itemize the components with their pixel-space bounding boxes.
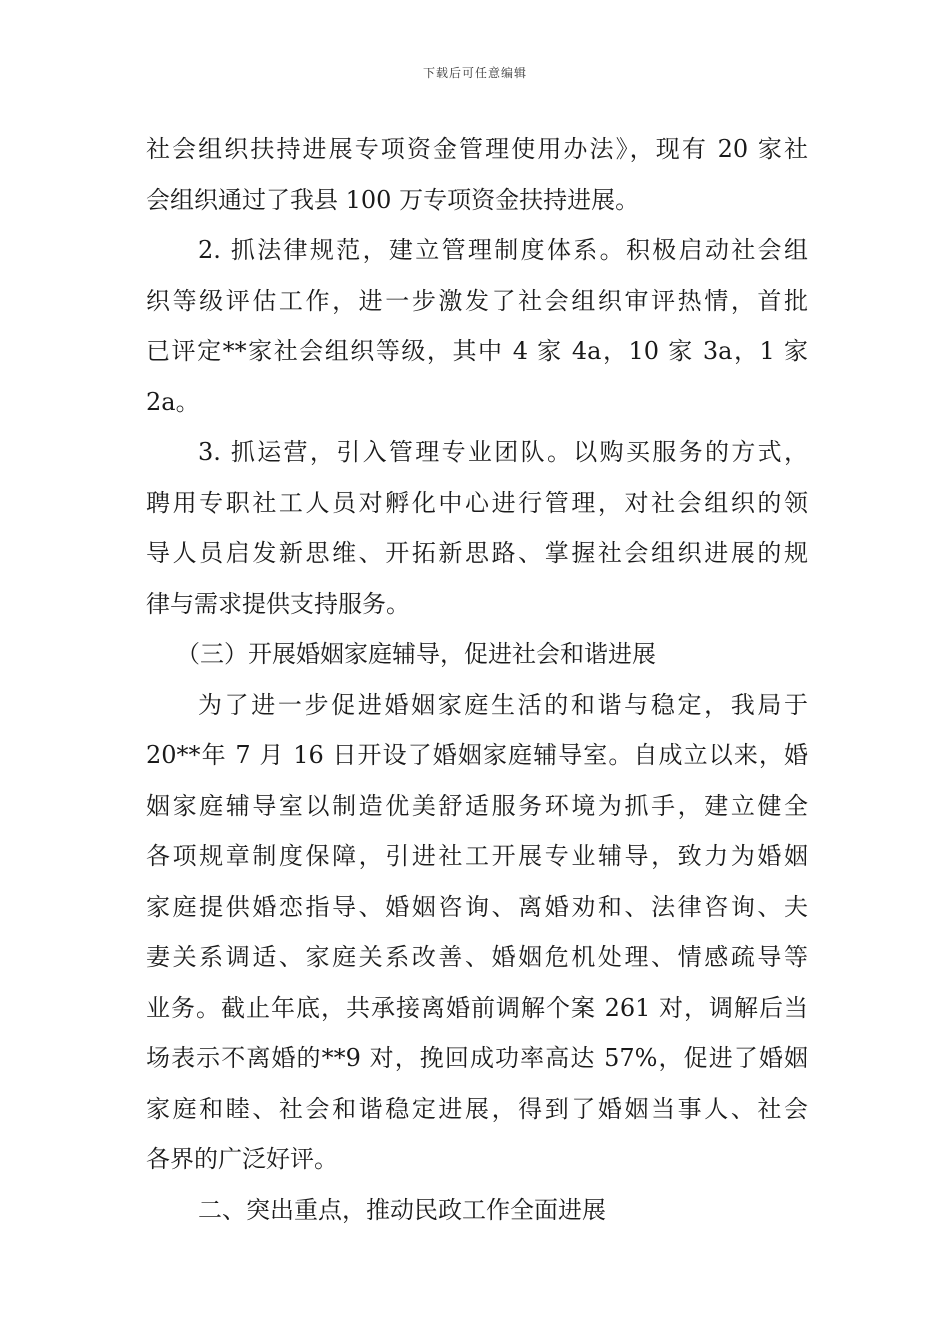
- text-line: 社会组织扶持进展专项资金管理使用办法》，现有 20 家社: [146, 135, 808, 163]
- text-line: 律与需求提供支持服务。: [146, 589, 410, 618]
- text-line: 业务。截止年底，共承接离婚前调解个案 261 对，调解后当: [146, 993, 808, 1022]
- page-header: 下载后可任意编辑: [422, 66, 527, 80]
- text-line: 已评定**家社会组织等级，其中 4 家 4a，10 家 3a，1 家: [146, 337, 808, 365]
- text-line: 聘用专职社工人员对孵化中心进行管理，对社会组织的领: [146, 488, 808, 517]
- section-heading: （三）开展婚姻家庭辅导，促进社会和谐进展: [176, 640, 656, 668]
- text-line: 各界的广泛好评。: [146, 1145, 338, 1173]
- text-line: 3. 抓运营，引入管理专业团队。以购买服务的方式，: [198, 438, 808, 466]
- text-line: 20**年 7 月 16 日开设了婚姻家庭辅导室。自成立以来，婚: [146, 741, 808, 769]
- text-line: 为了进一步促进婚姻家庭生活的和谐与稳定，我局于: [198, 690, 808, 719]
- text-line: 2a。: [146, 387, 200, 416]
- document-body: [146, 124, 808, 1235]
- text-line: 织等级评估工作，进一步激发了社会组织审评热情，首批: [146, 286, 808, 315]
- text-line: 妻关系调适、家庭关系改善、婚姻危机处理、情感疏导等: [146, 943, 808, 971]
- text-line: 2. 抓法律规范，建立管理制度体系。积极启动社会组: [198, 236, 808, 264]
- text-line: 场表示不离婚的**9 对，挽回成功率高达 57%，促进了婚姻: [146, 1044, 808, 1072]
- text-line: 会组织通过了我县 100 万专项资金扶持进展。: [146, 185, 640, 214]
- text-line: 各项规章制度保障，引进社工开展专业辅导，致力为婚姻: [146, 842, 808, 870]
- text-line: 姻家庭辅导室以制造优美舒适服务环境为抓手，建立健全: [146, 791, 808, 820]
- text-line: 家庭提供婚恋指导、婚姻咨询、离婚劝和、法律咨询、夫: [146, 892, 808, 921]
- section-heading: 二、突出重点，推动民政工作全面进展: [198, 1195, 606, 1224]
- text-line: 家庭和睦、社会和谐稳定进展，得到了婚姻当事人、社会: [146, 1094, 808, 1123]
- text-line: 导人员启发新思维、开拓新思路、掌握社会组织进展的规: [146, 539, 808, 567]
